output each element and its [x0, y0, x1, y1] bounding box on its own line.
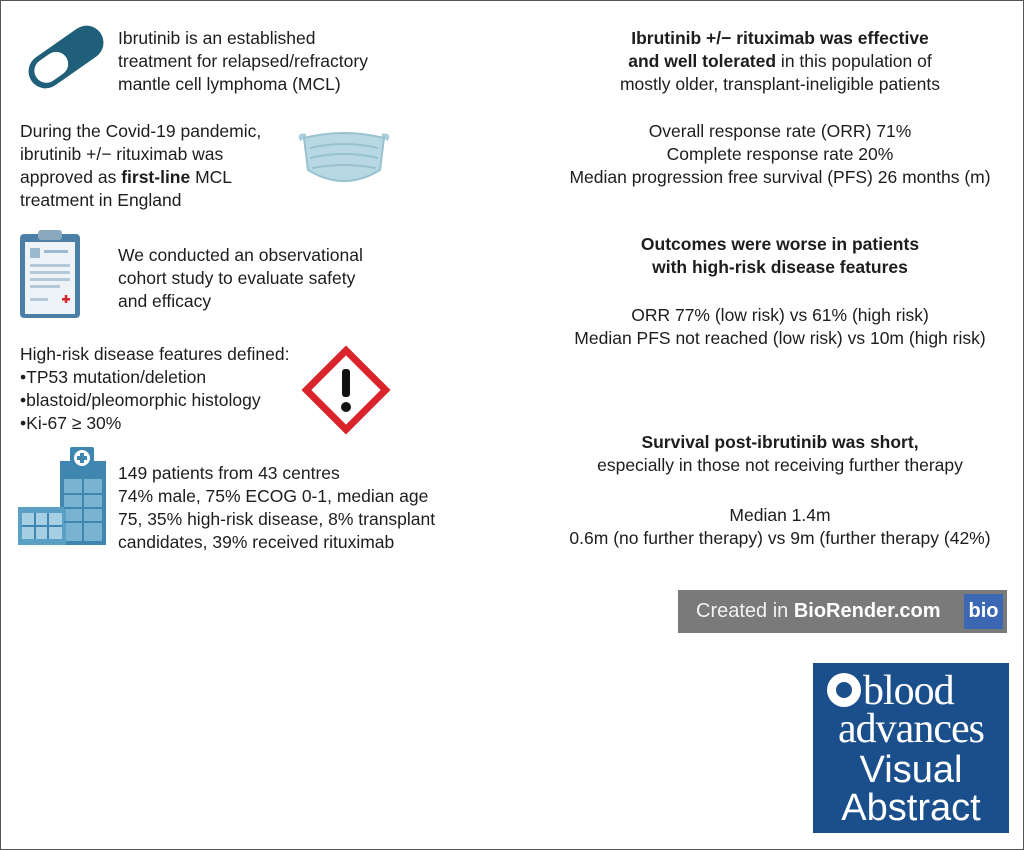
pill-icon [20, 18, 112, 96]
pill-text [118, 27, 368, 96]
patients-line-4: candidates, 39% received rituximab [118, 532, 395, 552]
risk-item: • blastoid/pleomorphic histology [20, 389, 289, 412]
covid-line-3-post: MCL [190, 167, 233, 187]
effectiveness-line-2: in this population of [776, 51, 932, 71]
outcomes-heading-line-1: Outcomes were worse in patients [640, 234, 920, 254]
journal-word-abstract: Abstract [841, 787, 981, 829]
response-block [540, 120, 1020, 189]
study-line-1: We conducted an observational [118, 245, 363, 265]
survival-heading [540, 431, 1020, 477]
biorender-label [696, 600, 941, 623]
covid-text [20, 120, 261, 212]
face-mask-icon [296, 122, 392, 192]
covid-line-1: During the Covid-19 pandemic, [20, 121, 262, 141]
study-line-2: cohort study to evaluate safety [118, 268, 356, 288]
complete-response-line: Complete response rate 20% [666, 144, 894, 164]
society-seal-icon [827, 673, 861, 707]
orr-risk-line: ORR 77% (low risk) vs 61% (high risk) [631, 305, 929, 325]
well-tolerated-emphasis: and well tolerated [628, 51, 777, 71]
risk-features [20, 343, 289, 435]
outcomes-heading [540, 233, 1020, 279]
risk-item: • Ki-67 ≥ 30% [20, 412, 289, 435]
patients-line-1: 149 patients from 43 centres [118, 463, 340, 483]
patients-text [118, 462, 435, 554]
hospital-icon [16, 445, 112, 547]
median-survival-line: Median 1.4m [729, 505, 831, 525]
covid-line-2: ibrutinib +/− rituximab was [20, 144, 224, 164]
hazard-warning-icon [299, 343, 393, 437]
covid-line-4: treatment in England [20, 190, 182, 210]
first-line-emphasis: first-line [121, 167, 191, 187]
blood-advances-logo [813, 663, 1009, 833]
clipboard-icon [18, 228, 82, 320]
survival-subheading: especially in those not receiving further therapy [597, 455, 963, 475]
biorender-badge[interactable] [678, 590, 1007, 633]
survival-heading-line: Survival post-ibrutinib was short, [641, 432, 919, 452]
patients-line-2: 74% male, 75% ECOG 0-1, median age [118, 486, 429, 506]
study-line-3: and efficacy [118, 291, 212, 311]
biorender-brand: BioRender.com [793, 600, 941, 622]
survival-block [540, 504, 1020, 550]
effectiveness-line-3: mostly older, transplant-ineligible patients [619, 74, 941, 94]
orr-line: Overall response rate (ORR) 71% [648, 121, 912, 141]
journal-word-advances: advances [838, 706, 984, 752]
journal-word-visual: Visual [859, 749, 963, 791]
therapy-comparison-line: 0.6m (no further therapy) vs 9m (further therapy (42%) [569, 528, 991, 548]
effectiveness-heading: Ibrutinib +/− rituximab was effective [631, 28, 929, 48]
pill-line-2: treatment for relapsed/refractory [118, 51, 368, 71]
study-text [118, 244, 363, 313]
pill-line-3: mantle cell lymphoma (MCL) [118, 74, 341, 94]
outcomes-block [540, 304, 1020, 350]
risk-heading: High-risk disease features defined: [20, 344, 290, 364]
created-in-text: Created in [696, 600, 794, 622]
pill-line-1: Ibrutinib is an established [118, 28, 316, 48]
risk-item: • TP53 mutation/deletion [20, 366, 289, 389]
journal-word-blood: blood [863, 668, 954, 714]
median-pfs-line: Median progression free survival (PFS) 26 months (m) [569, 167, 991, 187]
covid-line-3-pre: approved as [20, 167, 122, 187]
effectiveness-block [540, 27, 1020, 96]
patients-line-3: 75, 35% high-risk disease, 8% transplant [118, 509, 436, 529]
outcomes-heading-line-2: with high-risk disease features [652, 257, 908, 277]
risk-list [20, 366, 289, 435]
biorender-logo: bio [964, 594, 1003, 629]
covid-line-3 [20, 166, 261, 189]
pfs-risk-line: Median PFS not reached (low risk) vs 10m (high risk) [574, 328, 986, 348]
